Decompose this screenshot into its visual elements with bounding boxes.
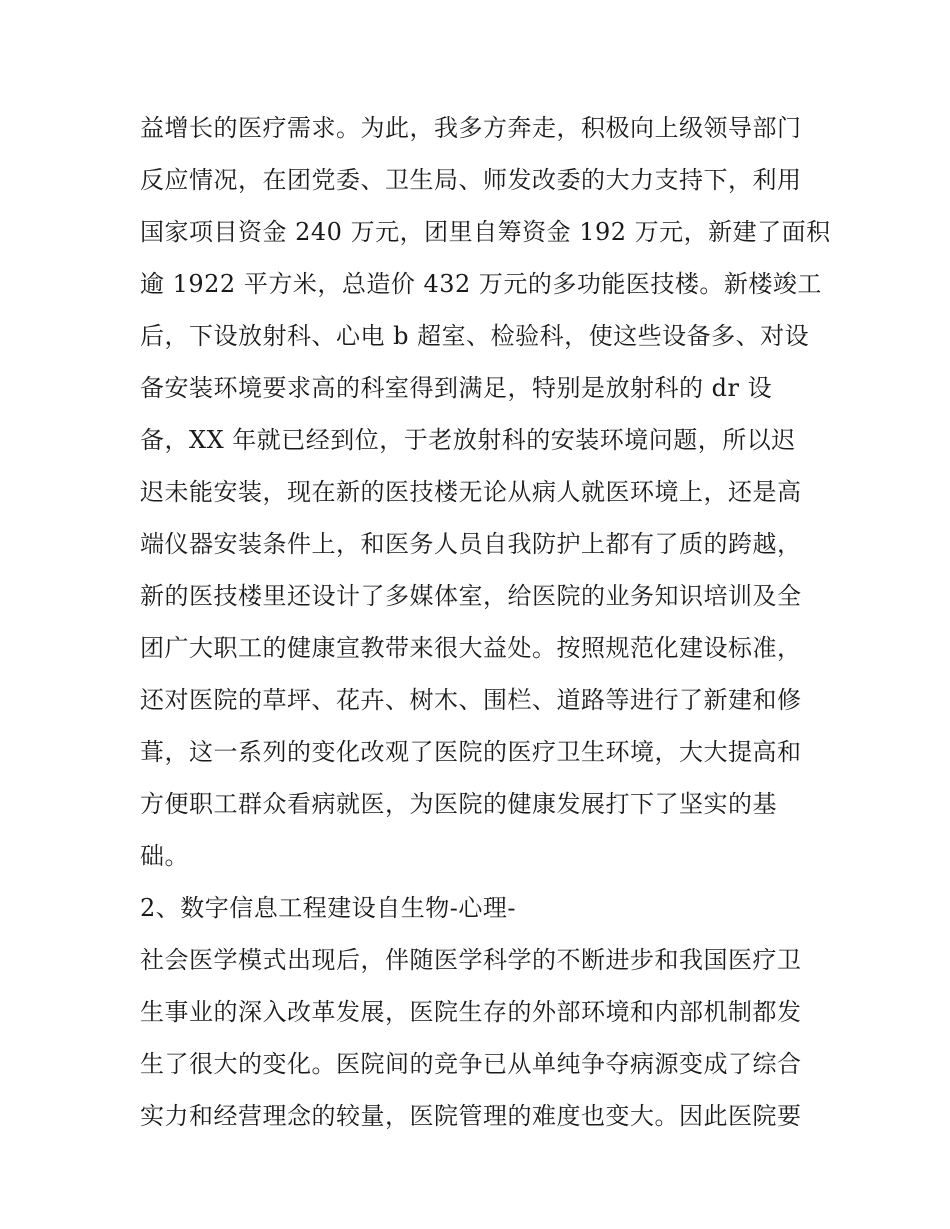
paragraph-line: 反应情况，在团党委、卫生局、师发改委的大力支持下，利用 [140,166,802,194]
paragraph-line: 生了很大的变化。医院间的竞争已从单纯争夺病源变成了综合 [140,1050,802,1078]
paragraph-line: 础。 [140,842,189,870]
paragraph-line: 生事业的深入改革发展，医院生存的外部环境和内部机制都发 [140,998,802,1026]
paragraph-line: 方便职工群众看病就医，为医院的健康发展打下了坚实的基 [140,790,777,818]
paragraph-line: 国家项目资金 240 万元，团里自筹资金 192 万元，新建了面积 [140,218,831,246]
paragraph-line: 端仪器安装条件上，和医务人员自我防护上都有了质的跨越， [140,530,802,558]
paragraph-line: 备，XX 年就已经到位，于老放射科的安装环境问题，所以迟 [140,426,796,454]
paragraph-line: 后，下设放射科、心电 b 超室、检验科，使这些设备多、对设 [140,322,810,350]
paragraph-line: 还对医院的草坪、花卉、树木、围栏、道路等进行了新建和修 [140,686,802,714]
paragraph-line: 备安装环境要求高的科室得到满足，特别是放射科的 dr 设 [140,374,773,402]
paragraph-line: 新的医技楼里还设计了多媒体室，给医院的业务知识培训及全 [140,582,802,610]
paragraph-line: 逾 1922 平方米，总造价 432 万元的多功能医技楼。新楼竣工 [140,270,822,298]
paragraph-line: 社会医学模式出现后，伴随医学科学的不断进步和我国医疗卫 [140,946,802,974]
paragraph-line: 实力和经营理念的较量，医院管理的难度也变大。因此医院要 [140,1102,802,1130]
paragraph-line: 益增长的医疗需求。为此，我多方奔走，积极向上级领导部门 [140,114,802,142]
paragraph-line: 葺，这一系列的变化改观了医院的医疗卫生环境，大大提高和 [140,738,802,766]
paragraph-line: 迟未能安装，现在新的医技楼无论从病人就医环境上，还是高 [140,478,802,506]
paragraph-line: 团广大职工的健康宣教带来很大益处。按照规范化建设标准， [140,634,802,662]
section-heading: 2、数字信息工程建设自生物-心理- [140,894,516,922]
